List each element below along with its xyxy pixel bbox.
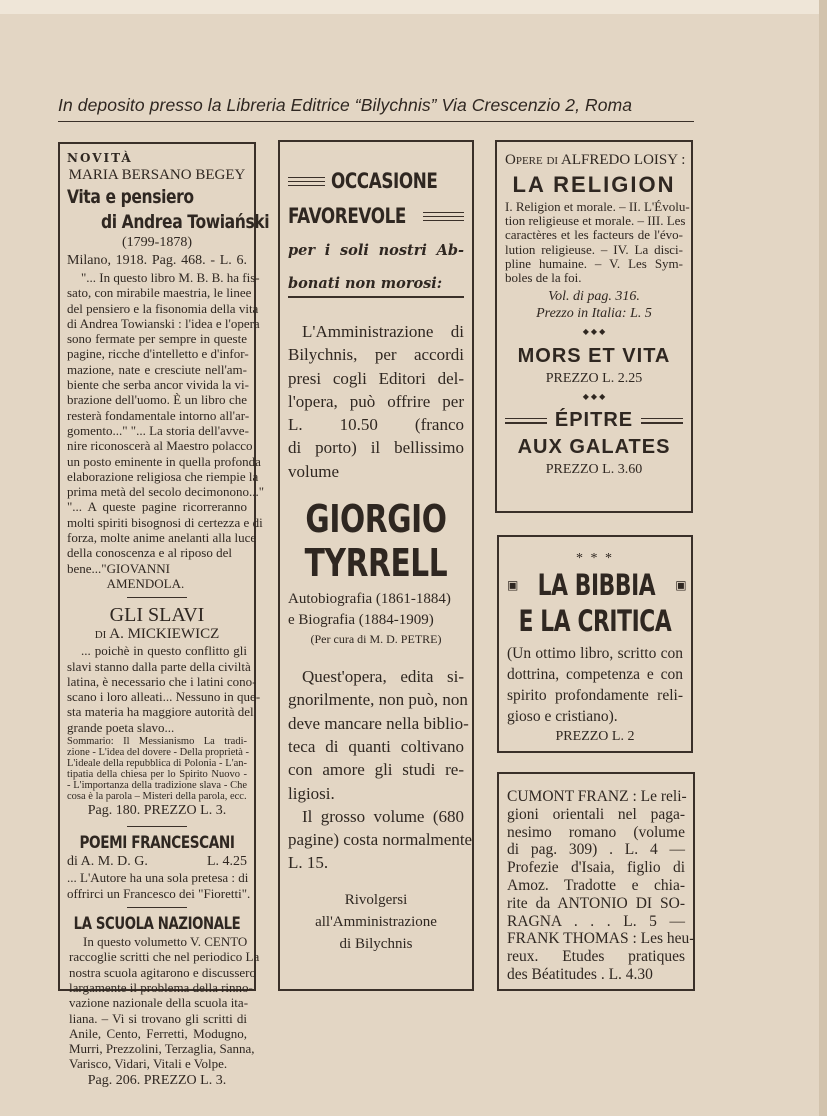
autobiografia: Autobiografia (1861-1884) — [288, 591, 451, 608]
offer-line: l'opera, può offrire per — [288, 391, 464, 411]
summary-line: L'ideale della repubblica di Polonia - L'an- — [67, 757, 247, 769]
book-publication: Milano, 1918. Pag. 468. - L. 6. — [67, 253, 247, 268]
slavi-line: ... poichè in questo conflitto gli — [81, 643, 247, 659]
review-line: resterà fondamentale intorno all'ar- — [67, 407, 250, 423]
offer-line: di porto) il bellissimo — [288, 438, 464, 458]
summary-line: - L'importanza della tradizione slava - Che — [67, 779, 247, 791]
poemi-text — [67, 870, 251, 901]
review-line: sono fermate per sempre in queste — [67, 331, 247, 347]
poemi-line: offrirci un Francesco dei "Fioretti". — [67, 885, 251, 901]
poemi-title: POEMI FRANCESCANI — [79, 833, 235, 854]
review-line: pagine, ricche d'intelletto e d'infor- — [67, 346, 249, 362]
slavi-line: latina, è necessario che i latini cono- — [67, 673, 257, 689]
bibbia-description — [507, 643, 683, 727]
epitre-price: PREZZO L. 3.60 — [545, 462, 643, 478]
la-religion-title: LA RELIGION — [512, 172, 676, 197]
slavi-price: Pag. 180. PREZZO L. 3. — [87, 803, 227, 819]
bibbia-price: PREZZO L. 2 — [555, 729, 635, 744]
summary-line: tipatia della chiesa per lo Spirito Nuovo - — [67, 768, 247, 780]
decorative-rule — [641, 418, 683, 424]
review-signature: GIOVANNI AMENDOLA. — [106, 560, 185, 591]
review-line: "... A queste pagine ricorreranno — [67, 499, 247, 515]
scuola-text — [67, 934, 260, 1072]
book-list-line: FRANK THOMAS : Les heu- — [507, 930, 695, 948]
scuola-price: Pag. 206. PREZZO L. 3. — [87, 1072, 227, 1088]
bibbia-line: gioso e cristiano). — [507, 708, 618, 725]
contact-line: Rivolgersi — [344, 891, 408, 908]
description-line: ligiosi. — [288, 783, 335, 803]
book-list-line: Profezie d'Isaia, figlio di — [507, 859, 685, 877]
book-list-line: reux. Etudes pratiques — [507, 948, 685, 966]
separator-diamonds: ◆ ◆ ◆ — [582, 392, 606, 402]
review-line: di Andrea Towianski : l'idea e l'opera — [67, 315, 260, 331]
review-line: nire riconoscerà al Maestro polacco — [67, 438, 253, 454]
scuola-line: nostra scuola agitarono e discussero — [69, 964, 257, 980]
scuola-title: LA SCUOLA NAZIONALE — [73, 914, 241, 935]
la-religion-contents — [505, 199, 690, 286]
review-line: del pensiero e la fisonomia della vita — [67, 300, 259, 316]
price-line: Il grosso volume (680 — [302, 806, 464, 826]
tyrrell-name-2: TYRRELL — [304, 541, 448, 586]
bibbia-line: (Un ottimo libro, scritto con — [507, 645, 683, 662]
offer-line: L'Amministrazione di — [302, 322, 464, 341]
description-line: con amore gli studi re- — [288, 760, 464, 780]
offer-line: volume — [288, 461, 339, 481]
tyrrell-offer-ad — [278, 140, 474, 991]
book-review — [67, 270, 264, 561]
contents-line: boles de la foi. — [505, 270, 582, 286]
separator-diamonds: ◆ ◆ ◆ — [582, 327, 606, 337]
description-line: gnorilmente, non può, non — [288, 690, 468, 710]
bibbia-title-1: LA BIBBIA — [537, 568, 656, 602]
loisy-ad — [495, 140, 693, 513]
contents-line: pline humaine. – V. Les Sym- — [505, 255, 683, 271]
review-line: mazione, nate e cresciute nell'am- — [67, 361, 247, 377]
scuola-line: raccoglie scritti che nel periodico La — [69, 949, 260, 965]
poemi-price: L. 4.25 — [206, 854, 247, 870]
scuola-line: In questo volumetto V. CENTO — [83, 934, 248, 950]
mors-price: PREZZO L. 2.25 — [545, 371, 643, 387]
price-italy: Prezzo in Italia: L. 5 — [536, 306, 652, 322]
slavi-line: grande poeta slavo... — [67, 719, 175, 735]
divider — [127, 907, 187, 908]
summary-line: cosa è la parola – Misteri della parola, ecc. — [67, 790, 247, 802]
review-line: sato, con mirabile maestria, le linee — [67, 285, 252, 301]
review-end: bene..." — [67, 560, 107, 576]
review-line: della conoscenza e al riposo del — [67, 545, 232, 561]
page-right-edge — [819, 0, 827, 1116]
header-rule — [58, 121, 694, 122]
contents-line: I. Religion et morale. – II. L'Évolu- — [505, 199, 690, 214]
review-line: brazione dell'uomo. È un libro che — [67, 392, 247, 408]
review-line: forza, molte anime anelanti alla luce — [67, 530, 257, 546]
poemi-author: di A. M. D. G. — [67, 854, 148, 870]
decorative-rule — [288, 177, 325, 186]
book-list-line: rite da ANTONIO DI SO- — [507, 894, 685, 912]
scuola-line: liana. – Vi si trovano gli scritti di — [69, 1010, 247, 1026]
contact-line: di Bilychnis — [339, 935, 413, 952]
book-list-line: RAGNA . . . L. 5 — — [507, 912, 685, 930]
offer-heading-2: FAVOREVOLE — [288, 204, 406, 228]
bibbia-line: dottrina, competenza e con — [507, 666, 683, 683]
scuola-line: vazione nazionale della scuola ita- — [69, 995, 249, 1011]
book-description — [288, 665, 469, 805]
description-line: Quest'opera, edita si- — [302, 667, 464, 687]
slavi-text — [67, 643, 261, 735]
slavi-title: GLI SLAVI — [109, 604, 205, 627]
editor-credit: (Per cura di M. D. PETRE) — [310, 632, 442, 647]
decorative-rule — [505, 418, 547, 424]
normal-price-text — [288, 805, 473, 875]
book-list-line: des Béatitudes . L. 4.30 — [507, 965, 653, 983]
review-line: gomento..." "... La storia dell'avve- — [67, 422, 249, 438]
slavi-line: sta materia ha maggiore autorità del — [67, 704, 254, 720]
tyrrell-name-1: GIORGIO — [305, 497, 447, 542]
slavi-author: di A. MICKIEWICZ — [94, 626, 220, 643]
offer-heading-1: OCCASIONE — [330, 169, 438, 193]
bibbia-ad — [497, 535, 693, 753]
page-top-edge — [0, 0, 827, 14]
review-line: molti spiriti bisognosi di certezza e di — [67, 514, 263, 530]
book-author: MARIA BERSANO BEGEY — [68, 167, 246, 183]
book-list-line: di pag. 309) . L. 4 — — [507, 841, 685, 859]
slavi-line: scano i loro alleati... Nessuno in que- — [67, 689, 261, 705]
epitre-title-2: AUX GALATES — [517, 436, 671, 459]
price-line: pagine) costa normalmente — [288, 830, 473, 850]
summary-line: zione - L'idea del dovere - Della proprietà - — [67, 746, 250, 758]
book-list-line: CUMONT FRANZ : Le reli- — [507, 788, 687, 805]
square-ornament-icon: ▣ — [675, 577, 687, 592]
offer-text — [288, 320, 464, 483]
book-list-line: gioni orientali nel paga- — [507, 805, 685, 823]
offer-line: presi cogli Editori del- — [288, 368, 464, 388]
scuola-line: Varisco, Vidari, Vitali e Volpe. — [69, 1056, 228, 1072]
book-title-line2: di Andrea Towiański — [101, 211, 270, 233]
volume-pages: Vol. di pag. 316. — [548, 289, 640, 305]
summary-line: Sommario: Il Messianismo La tradi- — [67, 736, 247, 748]
poemi-line: ... L'Autore ha una sola pretesa : di — [67, 870, 249, 886]
left-column-ads — [58, 142, 270, 1088]
offer-line: L. 10.50 (franco — [288, 415, 464, 435]
bibbia-title-2: E LA CRITICA — [518, 604, 672, 638]
offer-subheading-line: per i soli nostri Ab- — [288, 242, 464, 259]
offer-subheading — [288, 234, 464, 300]
contents-line: tion religieuse et morale. – III. Les — [505, 213, 686, 229]
review-line: biente che serba ancor vivida la vi- — [67, 377, 249, 393]
book-list-line: nesimo romano (volume — [507, 823, 685, 841]
divider — [127, 597, 187, 598]
scuola-line: Murri, Prezzolini, Terzaglia, Sanna, — [69, 1041, 255, 1057]
review-line: un posto eminente in quella profonda — [67, 453, 261, 469]
loisy-author: Opere di ALFREDO LOISY : — [505, 152, 686, 168]
contact-info — [288, 889, 464, 955]
book-list-ad — [497, 772, 695, 991]
description-line: teca di quanti coltivano — [288, 736, 464, 756]
stars-ornament: * * * — [576, 551, 614, 566]
contents-line: caractères et les facteurs de l'évo- — [505, 227, 683, 243]
square-ornament-icon: ▣ — [507, 577, 519, 592]
decorative-rule — [423, 212, 464, 221]
slavi-summary — [67, 736, 250, 802]
book-dates: (1799-1878) — [122, 235, 192, 250]
bibbia-line: spirito profondamente reli- — [507, 687, 683, 704]
offer-line: Bilychnis, per accordi — [288, 345, 464, 365]
scuola-line: largamente il problema della rinno- — [69, 979, 253, 995]
book-list-line: Amoz. Tradotte e chia- — [507, 876, 685, 894]
price-line: L. 15. — [288, 853, 329, 873]
novita-label: NOVITÀ — [67, 151, 133, 165]
book-title-line1: Vita e pensiero — [67, 186, 194, 208]
review-line: prima metà del secolo decimonono..." — [67, 484, 264, 500]
slavi-line: slavi stanno dalla parte della civiltà — [67, 658, 251, 674]
epitre-title-1: ÉPITRE — [554, 409, 634, 432]
page-header: In deposito presso la Libreria Editrice “Bilychnis” Via Crescenzio 2, Roma — [58, 95, 633, 115]
offer-subheading-line: bonati non morosi: — [288, 275, 443, 292]
review-line: elaborazione religiosa che riempie la — [67, 468, 259, 484]
description-line: deve mancare nella biblio- — [288, 713, 469, 733]
scuola-line: Anile, Cento, Ferretti, Modugno, — [69, 1025, 247, 1041]
contact-line: all'Amministrazione — [315, 913, 437, 930]
book-list — [507, 788, 695, 984]
divider — [127, 826, 187, 827]
biografia: e Biografia (1884-1909) — [288, 612, 434, 629]
review-line: "... In questo libro M. B. B. ha fis- — [81, 270, 260, 285]
mors-et-vita-title: MORS ET VITA — [517, 345, 671, 368]
contents-line: lution religieuse. – IV. La disci- — [505, 241, 683, 257]
